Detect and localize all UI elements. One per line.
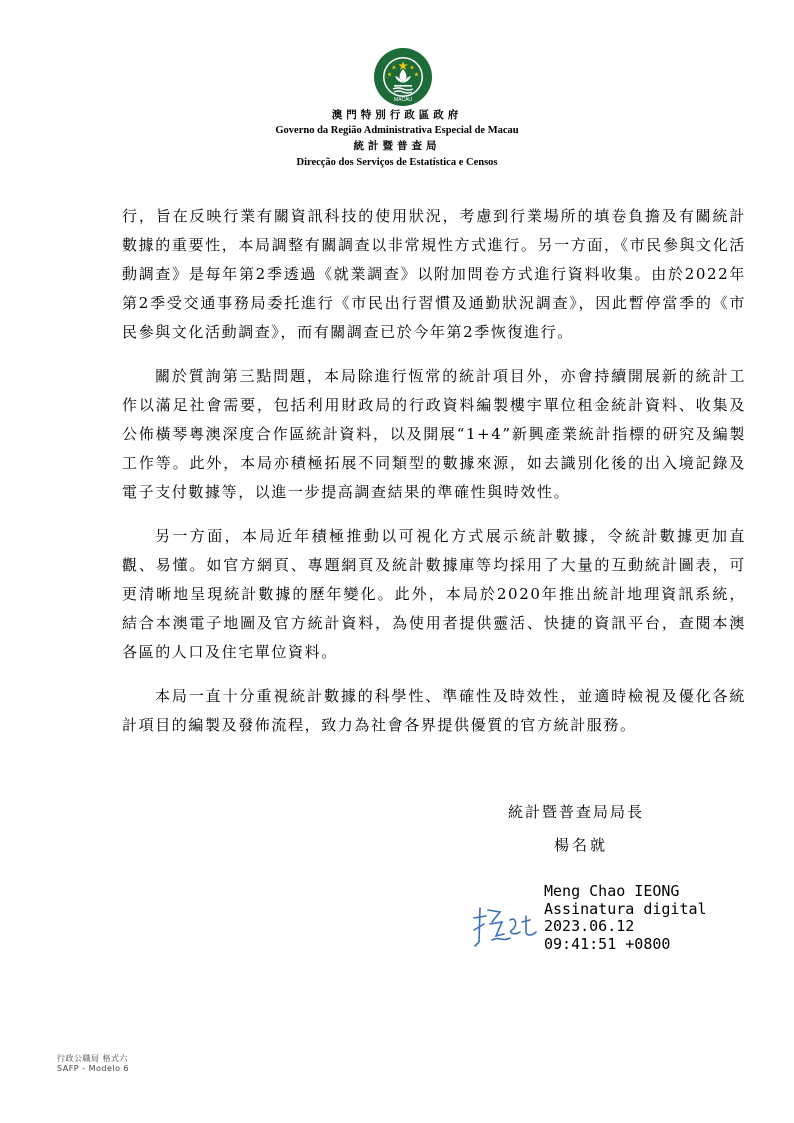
letter-body bbox=[122, 202, 746, 755]
government-name-portuguese: Governo da Região Administrativa Especial de Macau bbox=[275, 125, 519, 136]
macau-emblem-icon bbox=[373, 47, 433, 107]
digital-signature-date: 2023.06.12 bbox=[544, 917, 635, 935]
signatory-title: 統計暨普查局局長 bbox=[508, 803, 645, 821]
handwritten-signature-icon bbox=[470, 902, 540, 952]
signatory-name: 楊名就 bbox=[554, 836, 609, 854]
emblem-text: MACAU bbox=[393, 97, 413, 103]
digital-signature-block bbox=[544, 883, 707, 953]
government-name-chinese: 澳門特別行政區政府 bbox=[331, 110, 463, 121]
form-code-portuguese: SAFP - Modelo 6 bbox=[57, 1064, 130, 1073]
department-name-portuguese: Direcção dos Serviços de Estatística e Censos bbox=[296, 157, 498, 168]
form-code-chinese: 行政公職局 格式六 bbox=[57, 1054, 129, 1063]
digital-signer-name: Meng Chao IEONG bbox=[544, 882, 680, 900]
paragraph: 本局一直十分重視統計數據的科學性、準確性及時效性，並適時檢視及優化各統計項目的編製及發佈流程，致力為社會各界提供優質的官方統計服務。 bbox=[122, 687, 746, 734]
paragraph: 關於質詢第三點問題，本局除進行恆常的統計項目外，亦會持續開展新的統計工作以滿足社會需要，包括利用財政局的行政資料編製樓宇單位租金統計資料、收集及公佈橫琴粵澳深度合作區統計資料，以及開展“1+4”新興產業統計指標的研究及編製工作等。此外，本局亦積極拓展不同類型的數據來源，如去識別化後的出入境記錄及電子支付數據等，以進一步提高調查結果的準確性與時效性。 bbox=[122, 367, 746, 501]
digital-signature-label: Assinatura digital bbox=[544, 899, 707, 918]
paragraph: 另一方面，本局近年積極推動以可視化方式展示統計數據，令統計數據更加直觀、易懂。如官方網頁、專題網頁及統計數據庫等均採用了大量的互動統計圖表，可更清晰地呈現統計數據的歷年變化。此外，本局於2020年推出統計地理資訊系統，結合本澳電子地圖及官方統計資料，為使用者提供靈活、快捷的資訊平台，查閱本澳各區的人口及住宅單位資料。 bbox=[122, 527, 746, 661]
paragraph: 行，旨在反映行業有關資訊科技的使用狀況，考慮到行業場所的填卷負擔及有關統計數據的重要性，本局調整有關調查以非常規性方式進行。另一方面，《市民參與文化活動調查》是每年第2季透過《就業調查》以附加問卷方式進行資料收集。由於2022年第2季受交通事務局委托進行《市民出行習慣及通勤狀況調查》，因此暫停當季的《市民參與文化活動調查》，而有關調查已於今年第2季恢復進行。 bbox=[122, 207, 746, 341]
digital-signature-time: 09:41:51 +0800 bbox=[544, 934, 671, 953]
department-name-chinese: 統計暨普查局 bbox=[353, 141, 441, 152]
